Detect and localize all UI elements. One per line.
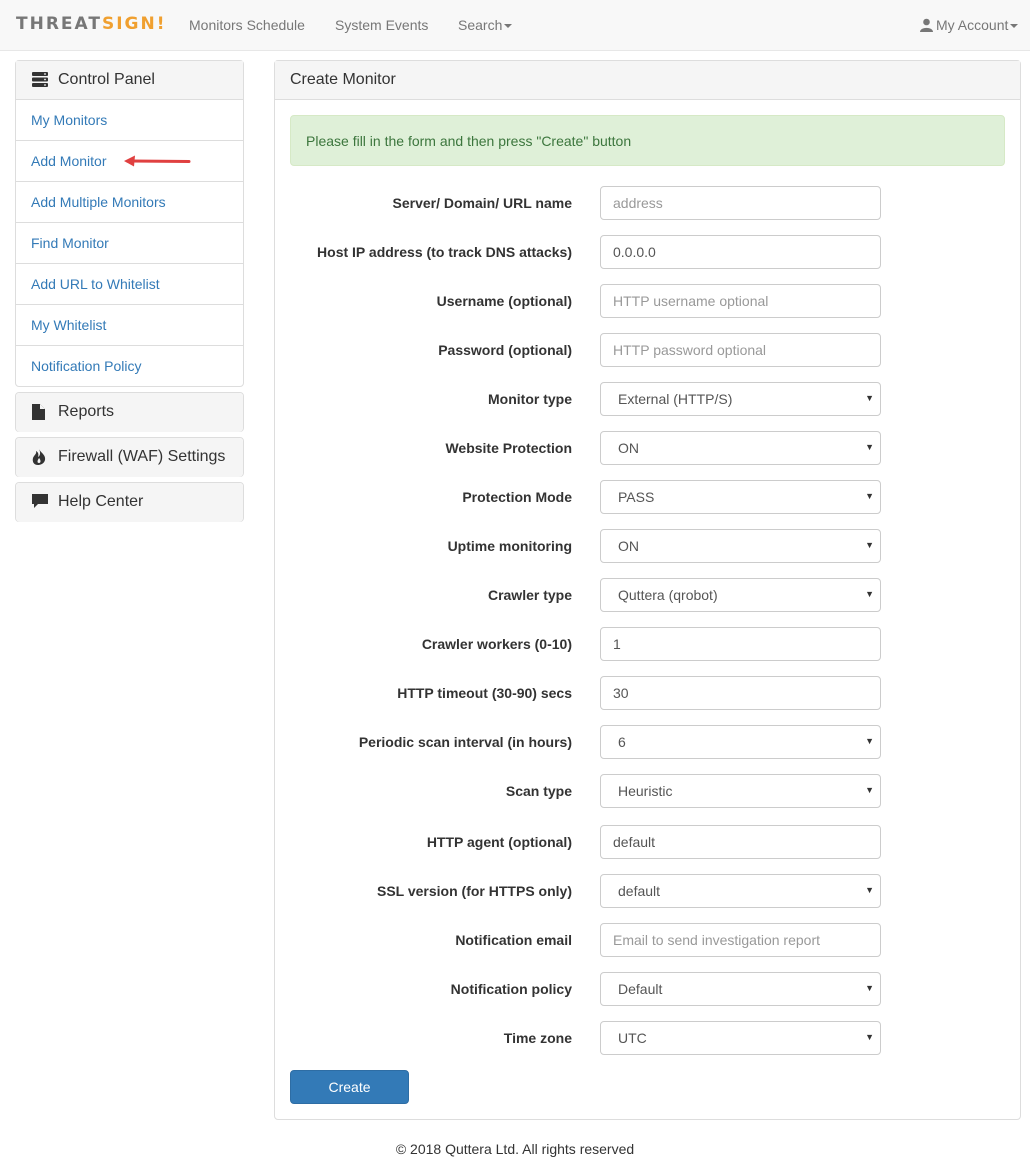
website-protection-label: Website Protection — [445, 440, 572, 456]
website-protection-value: ON — [618, 440, 639, 456]
monitor-type-label: Monitor type — [488, 391, 572, 407]
crawler-type-select[interactable] — [600, 578, 881, 612]
scan-interval-select[interactable] — [600, 725, 881, 759]
nav-system-events[interactable]: System Events — [335, 17, 429, 33]
time-zone-select[interactable] — [600, 1021, 881, 1055]
server-icon — [32, 72, 48, 87]
notification-email-label: Notification email — [455, 932, 572, 948]
crawler-type-label: Crawler type — [487, 587, 572, 603]
website-protection-select[interactable] — [600, 431, 881, 465]
crawler-type-value: Quttera (qrobot) — [618, 587, 718, 603]
form-row-notification-policy — [275, 972, 1022, 1006]
form-row-uptime — [275, 529, 1022, 563]
select-arrow-icon: ▼ — [865, 983, 874, 993]
host-ip-input[interactable] — [600, 235, 881, 269]
control-panel-group — [15, 60, 244, 387]
help-header[interactable] — [16, 483, 243, 522]
time-zone-value: UTC — [618, 1030, 647, 1046]
form-row-time-zone — [275, 1021, 1022, 1055]
info-alert: Please fill in the form and then press "Create" button — [290, 115, 1005, 166]
fire-icon — [32, 449, 47, 465]
brand-part1: THREAT — [16, 14, 102, 34]
password-input[interactable] — [600, 333, 881, 367]
select-arrow-icon: ▼ — [865, 589, 874, 599]
control-panel-header[interactable] — [16, 61, 243, 100]
brand-logo[interactable] — [16, 14, 166, 34]
host-ip-label: Host IP address (to track DNS attacks) — [317, 244, 572, 260]
http-agent-input[interactable] — [600, 825, 881, 859]
server-label: Server/ Domain/ URL name — [392, 195, 572, 211]
scan-type-label: Scan type — [505, 783, 572, 799]
form-row-website-protection — [275, 431, 1022, 465]
top-navbar — [0, 0, 1030, 51]
nav-monitors-schedule[interactable]: Monitors Schedule — [189, 17, 305, 33]
scan-interval-label: Periodic scan interval (in hours) — [358, 734, 572, 750]
form-row-scan-interval — [275, 725, 1022, 759]
ssl-version-label: SSL version (for HTTPS only) — [377, 883, 572, 899]
password-label: Password (optional) — [438, 342, 572, 358]
file-icon — [32, 404, 45, 420]
firewall-header[interactable] — [16, 438, 243, 477]
form-row-server — [275, 186, 1022, 220]
form-row-host-ip — [275, 235, 1022, 269]
form-row-http-agent — [275, 825, 1022, 859]
select-arrow-icon: ▼ — [865, 736, 874, 746]
sidebar-item-add-multiple-monitors[interactable]: Add Multiple Monitors — [16, 182, 243, 223]
reports-title: Reports — [58, 403, 115, 420]
select-arrow-icon: ▼ — [865, 785, 874, 795]
sidebar-item-label: Add Monitor — [31, 153, 107, 169]
panel-title: Create Monitor — [275, 61, 1020, 100]
form-row-notification-email — [275, 923, 1022, 957]
notification-policy-label: Notification policy — [450, 981, 572, 997]
annotation-arrow-icon — [123, 155, 191, 167]
sidebar-item-my-monitors[interactable]: My Monitors — [16, 100, 243, 141]
uptime-select[interactable] — [600, 529, 881, 563]
help-title: Help Center — [58, 493, 144, 510]
protection-mode-label: Protection Mode — [462, 489, 572, 505]
footer-copyright: © 2018 Quttera Ltd. All rights reserved — [395, 1141, 635, 1157]
nav-search-dropdown[interactable] — [458, 17, 512, 33]
sidebar-item-my-whitelist[interactable]: My Whitelist — [16, 305, 243, 346]
select-arrow-icon: ▼ — [865, 1032, 874, 1042]
scan-type-value: Heuristic — [618, 783, 673, 799]
sidebar-item-add-url-whitelist[interactable]: Add URL to Whitelist — [16, 264, 243, 305]
scan-interval-value: 6 — [618, 734, 626, 750]
my-account-dropdown[interactable] — [920, 17, 1018, 33]
nav-search-label: Search — [458, 17, 503, 33]
uptime-label: Uptime monitoring — [447, 538, 572, 554]
server-input[interactable] — [600, 186, 881, 220]
select-arrow-icon: ▼ — [865, 540, 874, 550]
control-panel-title: Control Panel — [58, 71, 155, 88]
form-row-scan-type — [275, 774, 1022, 808]
comment-icon — [32, 494, 48, 509]
monitor-type-select[interactable] — [600, 382, 881, 416]
http-agent-label: HTTP agent (optional) — [426, 834, 572, 850]
firewall-group — [15, 437, 244, 477]
user-icon — [920, 18, 933, 32]
reports-header[interactable] — [16, 393, 243, 432]
select-arrow-icon: ▼ — [865, 885, 874, 895]
form-row-username — [275, 284, 1022, 318]
scan-type-select[interactable] — [600, 774, 881, 808]
notification-email-input[interactable] — [600, 923, 881, 957]
brand-part2: SIGN! — [101, 14, 167, 34]
chevron-down-icon — [1010, 24, 1018, 28]
notification-policy-select[interactable] — [600, 972, 881, 1006]
monitor-type-value: External (HTTP/S) — [618, 391, 733, 407]
firewall-title: Firewall (WAF) Settings — [58, 448, 226, 465]
form-row-ssl-version — [275, 874, 1022, 908]
sidebar-item-notification-policy[interactable]: Notification Policy — [31, 358, 142, 374]
http-timeout-input[interactable] — [600, 676, 881, 710]
form-row-crawler-workers — [275, 627, 1022, 661]
crawler-workers-input[interactable] — [600, 627, 881, 661]
create-monitor-panel — [274, 60, 1021, 1120]
create-button[interactable]: Create — [290, 1070, 409, 1104]
http-timeout-label: HTTP timeout (30-90) secs — [397, 685, 572, 701]
select-arrow-icon: ▼ — [865, 491, 874, 501]
protection-mode-value: PASS — [618, 489, 655, 505]
my-account-label: My Account — [936, 17, 1009, 33]
reports-group — [15, 392, 244, 432]
ssl-version-select[interactable] — [600, 874, 881, 908]
chevron-down-icon — [504, 24, 512, 28]
username-label: Username (optional) — [436, 293, 572, 309]
form-row-protection-mode — [275, 480, 1022, 514]
select-arrow-icon: ▼ — [865, 393, 874, 403]
sidebar-item-add-monitor[interactable] — [16, 141, 243, 182]
ssl-version-value: default — [618, 883, 661, 899]
crawler-workers-label: Crawler workers (0-10) — [421, 636, 572, 652]
uptime-value: ON — [618, 538, 639, 554]
help-group — [15, 482, 244, 522]
form-row-http-timeout — [275, 676, 1022, 710]
protection-mode-select[interactable] — [600, 480, 881, 514]
select-arrow-icon: ▼ — [865, 442, 874, 452]
form-row-password — [275, 333, 1022, 367]
time-zone-label: Time zone — [503, 1030, 572, 1046]
form-row-crawler-type — [275, 578, 1022, 612]
notification-policy-value: Default — [618, 981, 663, 997]
form-row-monitor-type — [275, 382, 1022, 416]
username-input[interactable] — [600, 284, 881, 318]
sidebar-item-find-monitor[interactable]: Find Monitor — [16, 223, 243, 264]
